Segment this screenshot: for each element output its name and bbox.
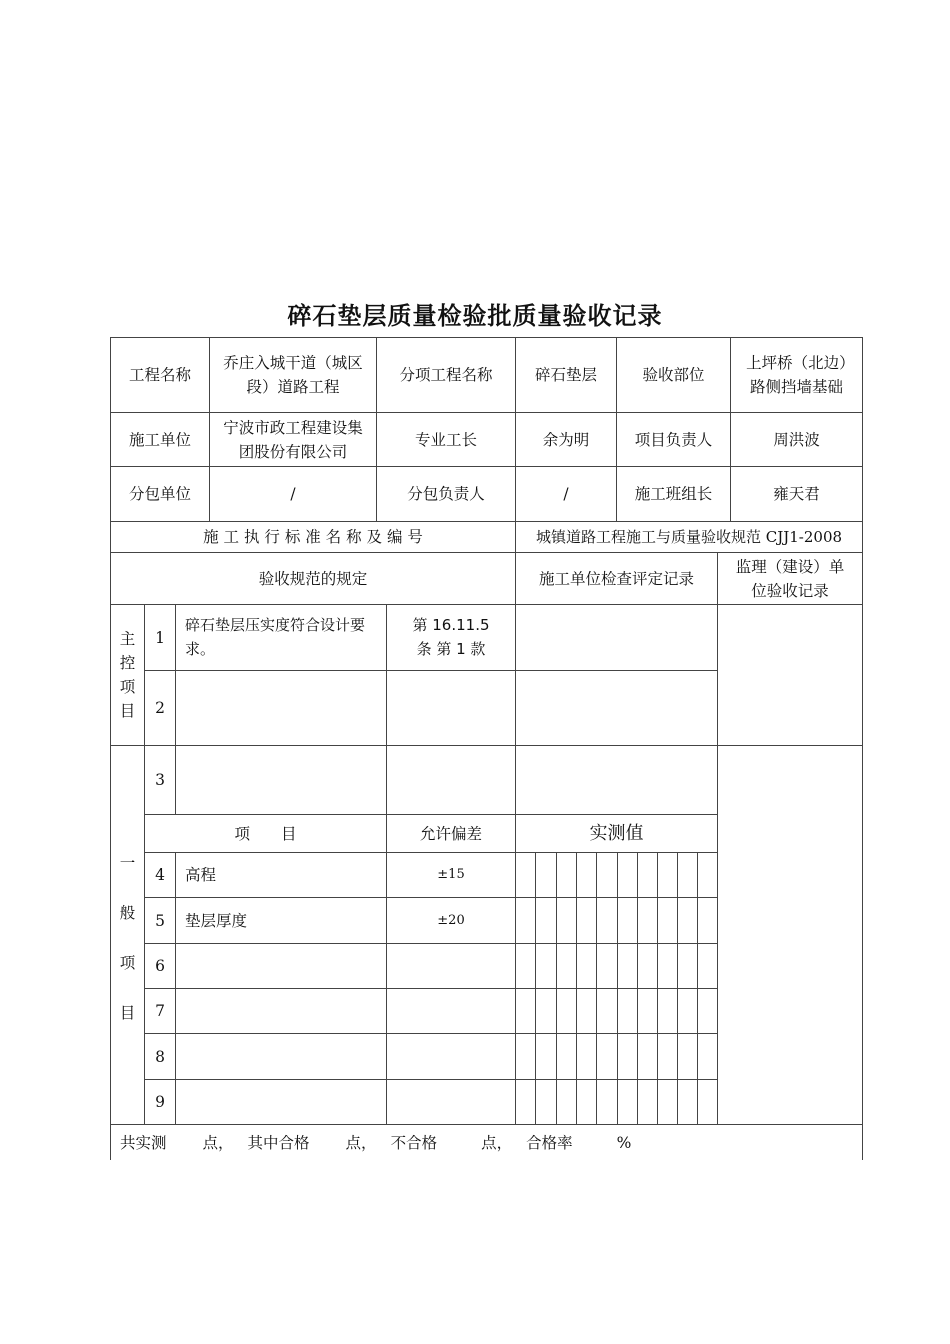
main-item-clause — [387, 671, 515, 745]
percent-sign: % — [616, 1134, 632, 1152]
rate-label: 合格率 — [526, 1134, 573, 1152]
measure-col-divider — [556, 852, 557, 1124]
general-measured-header: 实测值 — [589, 822, 644, 844]
subcontractor-value: / — [290, 485, 296, 503]
summary-row — [120, 1131, 631, 1155]
general-item-tolerance — [387, 1080, 515, 1124]
main-control-char: 主 — [119, 630, 136, 648]
row-divider — [110, 1124, 863, 1125]
general-item-content — [176, 746, 386, 814]
general-item-number: 9 — [155, 1093, 165, 1111]
general-char: 项 — [119, 954, 136, 972]
contractor-record-label: 施工单位检查评定记录 — [538, 569, 694, 588]
sub-lead-value: / — [563, 485, 569, 503]
acceptance-part-value: 上坪桥（北边）路侧挡墙基础 — [746, 354, 847, 396]
points-text: 点， — [202, 1134, 234, 1152]
main-control-char: 项 — [119, 678, 136, 696]
points-text: 点， — [481, 1134, 513, 1152]
measure-col-divider — [576, 852, 577, 1124]
page-title: 碎石垫层质量检验批质量验收记录 — [287, 302, 663, 330]
general-item-tolerance — [387, 989, 515, 1033]
main-item-clause: 第 16.11.5 条 第 1 款 — [412, 616, 490, 658]
general-item-content: 垫层厚度 — [185, 911, 248, 930]
general-item-header: 项 目 — [234, 824, 297, 843]
col-divider — [515, 604, 516, 1124]
team-leader-label: 施工班组长 — [634, 485, 713, 503]
project-name-value: 乔庄入城干道（城区段）道路工程 — [223, 354, 363, 396]
main-item-number: 2 — [155, 699, 165, 717]
general-item-number: 5 — [155, 911, 165, 930]
general-item-number: 6 — [155, 957, 165, 975]
sub-project-value: 碎石垫层 — [534, 366, 597, 384]
general-item-number: 4 — [155, 866, 165, 884]
general-item-number: 8 — [155, 1047, 165, 1066]
general-item-number: 3 — [155, 771, 165, 789]
general-item-tolerance: ±15 — [437, 867, 465, 882]
spec-label: 验收规范的规定 — [258, 569, 368, 588]
team-leader-value: 雍天君 — [773, 485, 820, 503]
main-control-char: 控 — [119, 654, 136, 672]
sub-project-label: 分项工程名称 — [399, 366, 493, 384]
general-item-number: 7 — [155, 1002, 165, 1020]
fail-label: 不合格 — [390, 1134, 438, 1152]
general-item-content — [176, 1080, 386, 1124]
sub-lead-label: 分包负责人 — [407, 485, 485, 503]
general-item-content — [176, 944, 386, 988]
foreman-label: 专业工长 — [414, 430, 477, 449]
project-lead-label: 项目负责人 — [634, 430, 713, 449]
main-item-content: 碎石垫层压实度符合设计要求。 — [185, 616, 366, 658]
table-border-right — [862, 337, 863, 1160]
general-item-tolerance — [387, 1034, 515, 1079]
measure-col-divider — [617, 852, 618, 1124]
measure-col-divider — [657, 852, 658, 1124]
measure-col-divider — [596, 852, 597, 1124]
measure-col-divider — [677, 852, 678, 1124]
measure-col-divider — [697, 852, 698, 1124]
acceptance-part-label: 验收部位 — [642, 366, 705, 384]
general-item-tolerance: ±20 — [437, 912, 465, 928]
project-name-label: 工程名称 — [128, 366, 191, 384]
main-control-label — [111, 605, 144, 745]
total-label: 共实测 — [120, 1134, 167, 1152]
measure-col-divider — [535, 852, 536, 1124]
general-item-tolerance — [387, 944, 515, 988]
general-item-content — [176, 1034, 386, 1079]
main-item-number: 1 — [155, 628, 165, 647]
general-char: 一 — [119, 854, 136, 872]
points-text: 点， — [345, 1134, 377, 1152]
standard-value: 城镇道路工程施工与质量验收规范 CJJ1-2008 — [535, 528, 843, 546]
subcontractor-label: 分包单位 — [128, 485, 191, 503]
general-label — [111, 746, 144, 1124]
general-char: 目 — [119, 1004, 136, 1022]
general-item-content — [176, 989, 386, 1033]
main-item-content — [176, 671, 386, 745]
measure-col-divider — [637, 852, 638, 1124]
construction-unit-value: 宁波市政工程建设集团股份有限公司 — [223, 418, 363, 461]
foreman-value: 余为明 — [542, 430, 590, 449]
project-lead-value: 周洪波 — [773, 430, 820, 449]
general-char: 般 — [119, 904, 136, 922]
main-control-char: 目 — [119, 702, 136, 720]
general-tolerance-header: 允许偏差 — [419, 824, 482, 843]
general-item-content: 高程 — [185, 866, 217, 884]
pass-label: 其中合格 — [247, 1134, 310, 1152]
general-item-tolerance — [387, 746, 515, 814]
col-divider — [717, 552, 718, 1124]
construction-unit-label: 施工单位 — [128, 430, 191, 449]
standard-label: 施 工 执 行 标 准 名 称 及 编 号 — [203, 528, 423, 546]
supervisor-record-label: 监理（建设）单位验收记录 — [735, 557, 845, 600]
